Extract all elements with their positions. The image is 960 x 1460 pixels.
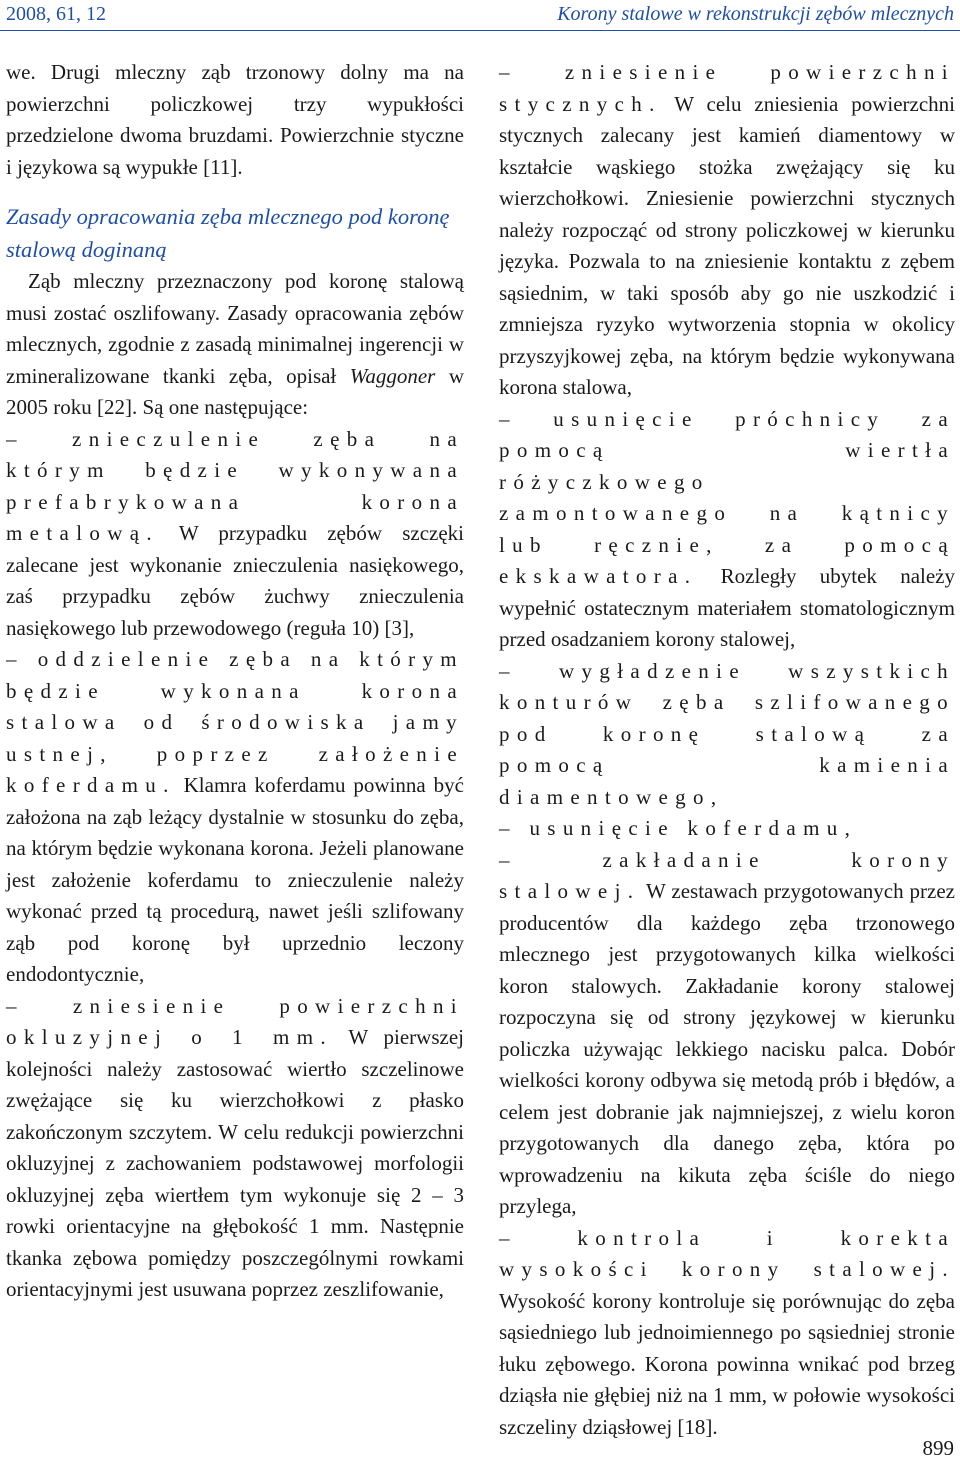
running-header xyxy=(6,3,954,29)
paragraph: we. Drugi mleczny ząb trzonowy dolny ma na powierzchni policzkowej trzy wypukłości przedzielone dwoma bruzdami. Powierzchnie styczne i językowa są wypukłe [11]. xyxy=(6,60,464,179)
list-item: – zakładanie korony stalowej. W zestawach przygotowanych przez producentów dla każdego zęba trzonowego mlecznego jest przygotowanych kilka wielkości koron stalowych. Zakładanie korony stalowej rozpoczyna się od strony językowej w kierunku policzka używając lekkiego nacisku palca. Dobór wielkości korony odbywa się metodą prób i błędów, a celem jest dobranie jak najmniejszej, z wielu koron przygotowanych dla danego zęba, która po wprowadzeniu na kikuta zęba ściśle do niego przylega, xyxy=(499,847,955,1218)
list-item-lead: – zniesienie powierzchni okluzyjnej o 1 mm. xyxy=(6,993,464,1049)
right-column xyxy=(499,57,955,1443)
list-item xyxy=(499,656,955,814)
section-heading: Zasady opracowania zęba mlecznego pod koronę stalową doginaną xyxy=(6,204,450,262)
list-item: – oddzielenie zęba na którym będzie wykonana korona stalowa od środowiska jamy ustnej, poprzez założenie koferdamu. Klamra koferdamu powinna być założona na ząb leżący dystalnie w stosunku do zęba, na którym będzie wykonana korona. Jeżeli planowane jest założenie koferdamu to znieczulenie należy wykonać przed tą procedurą, nawet jeśli szlifowany ząb pod koronę był uprzednio leczony endodontycznie, xyxy=(6,647,464,986)
author-name: Waggoner xyxy=(349,363,436,388)
paragraph: Ząb mleczny przeznaczony pod koronę stalową musi zostać oszlifowany. Zasady opracowania zębów mlecznych, zgodnie z zasadą minimalnej ingerencji w zmineralizowane tkanki zęba, opisał Waggoner w 2005 roku [22]. Są one następujące: xyxy=(6,269,464,419)
list-item: – znieczulenie zęba na którym będzie wykonywana prefabrykowana korona metalową. W przypadku zębów szczęki zalecane jest wykonanie znieczulenia nasiękowego, zaś przypadku zębów żuchwy znieczulenia nasiękowego lub przewodowego (reguła 10) [3], xyxy=(6,426,464,640)
left-column xyxy=(6,57,464,1306)
list-item: – zniesienie powierzchni okluzyjnej o 1 mm. W pierwszej kolejności należy zastosować wiertło szczelinowe zwężające się ku wierzchołkowi z płasko zakończonym szczytem. W celu redukcji powierzchni okluzyjnej z zachowaniem podstawowej morfologii okluzyjnej zęba wiertłem tym wykonuje się 2 – 3 rowki orientacyjne na głębokość 1 mm. Następnie tkanka zębowa pomiędzy poszczególnymi rowkami orientacyjnymi jest usuwana poprzez zeszlifowanie, xyxy=(6,993,464,1301)
page-number: 899 xyxy=(922,1436,954,1460)
header-rule xyxy=(0,30,960,31)
running-title: Korony stalowe w rekonstrukcji zębów mlecznych xyxy=(557,3,954,25)
journal-citation: 2008, 61, 12 xyxy=(6,3,106,25)
list-item: – usunięcie próchnicy za pomocą wiertła różyczkowego zamontowanego na kątnicy lub ręcznie, za pomocą ekskawatora. Rozległy ubytek należy wypełnić ostatecznym materiałem stomatologicznym przed osadzaniem korony stalowej, xyxy=(499,406,955,651)
list-item-lead: – usunięcie koferdamu, xyxy=(499,816,858,840)
list-item-lead: – zniesienie powierzchni stycznych. xyxy=(499,60,955,116)
list-item xyxy=(499,813,955,845)
list-item-lead: – wygładzenie wszystkich konturów zęba szlifowanego pod koronę stalową za pomocą kamienia diamentowego, xyxy=(499,658,955,809)
list-item-lead: – oddzielenie zęba na którym będzie wykonana korona stalowa od środowiska jamy ustnej, poprzez założenie koferdamu. xyxy=(6,647,464,797)
list-item: – kontrola i korekta wysokości korony stalowej. Wysokość korony kontroluje się porównując do zęba sąsiedniego lub jednoimiennego po sąsiedniej stronie łuku zębowego. Korona powinna wnikać pod brzeg dziąsła nie głębiej niż na 1 mm, w połowie wysokości szczeliny dziąsłowej [18]. xyxy=(499,1225,955,1439)
list-item: – zniesienie powierzchni stycznych. W celu zniesienia powierzchni stycznych zalecany jest kamień diamentowy w kształcie wąskiego stożka zwężający się ku wierzchołkowi. Zniesienie powierzchni stycznych należy rozpocząć od strony policzkowej w kierunku języka. Pozwala to na zniesienie kontaktu z zębem sąsiednim, w taki sposób aby go nie uszkodzić i zmniejsza ryzyko wytworzenia stopnia w okolicy przyszyjkowej zęba, na którym będzie wykonywana korona stalowa, xyxy=(499,60,955,399)
list-item-lead: – kontrola i korekta wysokości korony stalowej. xyxy=(499,1225,955,1281)
list-item-lead: – usunięcie próchnicy za pomocą wiertła różyczkowego zamontowanego na kątnicy lub ręcznie, za pomocą ekskawatora. xyxy=(499,406,955,588)
list-item-lead: – zakładanie korony stalowej. xyxy=(499,847,955,903)
list-item-lead: – znieczulenie zęba na którym będzie wykonywana prefabrykowana korona metalową. xyxy=(6,426,464,545)
